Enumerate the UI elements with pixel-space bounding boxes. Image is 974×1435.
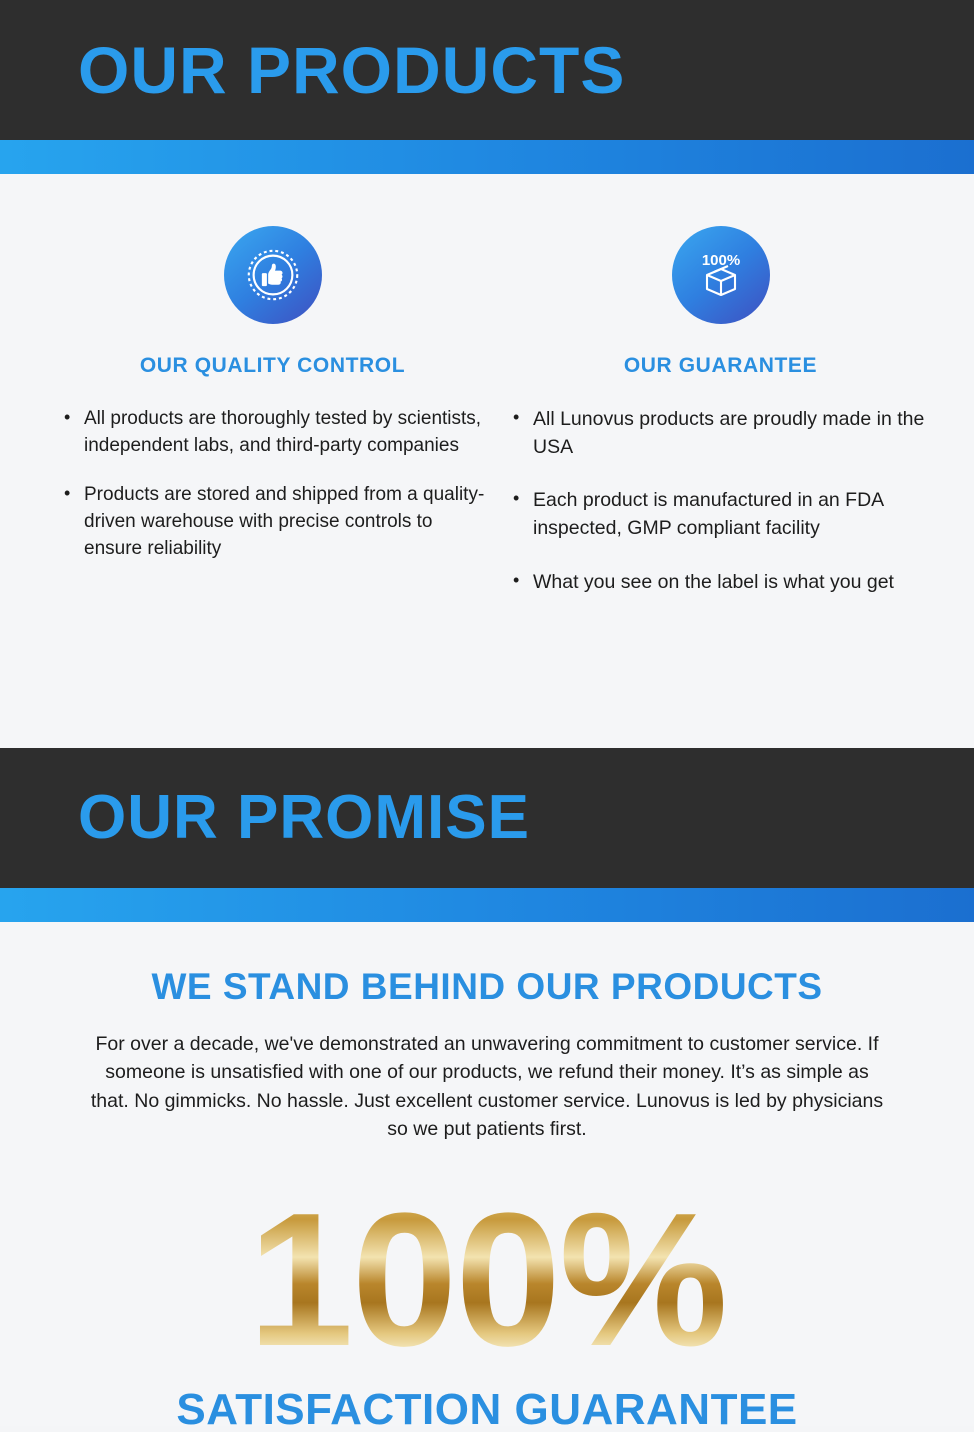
promise-body-text: For over a decade, we've demonstrated an unwavering commitment to customer service. If someone is unsatisfied with one of our products, we refund their money. It’s as simple as that. No gimmicks. No hassle. Just excellent customer service. Lunovus is led by physicians so we put patients first. [90, 1033, 884, 1140]
banner-rule-products [0, 140, 974, 174]
products-columns [40, 226, 934, 622]
bullets-quality-control [58, 406, 487, 563]
banner-our-products [0, 0, 974, 140]
big-percent-number: 100% [248, 1174, 726, 1387]
list-item: • What you see on the label is what you get [507, 569, 934, 597]
thumbs-up-badge-icon [224, 226, 322, 324]
guarantee-badge-wrap [507, 226, 934, 324]
column-quality-control [40, 226, 487, 622]
satisfaction-guarantee-line: SATISFACTION GUARANTEE [176, 1385, 798, 1435]
heading-guarantee: OUR GUARANTEE [623, 354, 818, 377]
promise-section [0, 922, 974, 1435]
banner-rule-promise [0, 888, 974, 922]
banner-our-promise [0, 748, 974, 888]
column-guarantee [487, 226, 934, 622]
heading-we-stand-behind: WE STAND BEHIND OUR PRODUCTS [151, 966, 823, 1007]
list-item: • Products are stored and shipped from a quality-driven warehouse with precise controls to ensure reliability [58, 482, 487, 563]
banner-title-products: OUR PRODUCTS [78, 33, 626, 107]
svg-text:100%: 100% [701, 252, 740, 269]
products-section [0, 174, 974, 748]
bullets-guarantee [507, 406, 934, 596]
list-item: • All products are thoroughly tested by scientists, independent labs, and third-party companies [58, 406, 487, 460]
list-item: • Each product is manufactured in an FDA inspected, GMP compliant facility [507, 487, 934, 542]
box-100-percent-icon [672, 226, 770, 324]
heading-quality-control: OUR QUALITY CONTROL [139, 354, 406, 377]
list-item: • All Lunovus products are proudly made in the USA [507, 406, 934, 461]
banner-title-promise: OUR PROMISE [78, 783, 530, 852]
quality-badge-wrap [58, 226, 487, 324]
